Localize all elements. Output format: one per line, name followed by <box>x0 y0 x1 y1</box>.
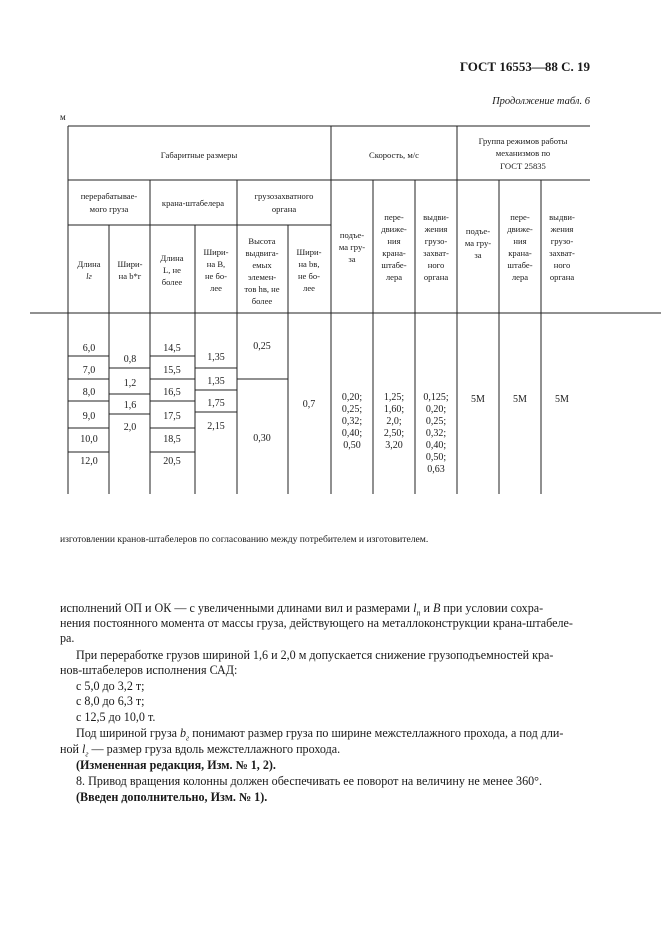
speed-extend-cell: 0,50; <box>425 452 447 463</box>
col-grip-width-l4: лее <box>303 283 315 293</box>
col-group-extend-l4: захват- <box>549 248 575 258</box>
col-grip-width-l1: Шири- <box>296 247 322 257</box>
col-grip-width-l3: не бо- <box>297 271 321 281</box>
crane-width-cell: 1,35 <box>207 376 225 387</box>
cargo-length-cell: 6,0 <box>82 343 96 354</box>
cargo-length-cell: 12,0 <box>80 456 98 467</box>
crane-length-cell: 16,5 <box>163 387 181 398</box>
paragraph-2-line1: При переработке грузов шириной 1,6 и 2,0 м допускается снижение грузоподъемностей кра- <box>76 648 554 662</box>
col-lift-l1: подъе- <box>339 230 365 240</box>
header-dimensions: Габаритные размеры <box>160 150 238 160</box>
col-crane-length-l1: Длина <box>160 253 184 263</box>
list-item: с 8,0 до 6,3 т; <box>76 694 145 708</box>
header-grip-line1: грузозахватного <box>254 191 314 201</box>
col-grip-height-l3: емых <box>252 260 272 270</box>
speed-lift-cell: 0,32; <box>341 416 363 427</box>
crane-length-cell: 15,5 <box>163 365 181 376</box>
col-grip-width-l2: на bв, <box>298 259 320 269</box>
speed-lift-cell: 0,20; <box>341 392 363 403</box>
header-group-line3: ГОСТ 25835 <box>500 161 546 171</box>
col-grip-height-l4: элемен- <box>247 272 277 282</box>
col-grip-height-l6: более <box>251 296 273 306</box>
p1-text-c: при условии сохра- <box>440 601 544 615</box>
list-item: с 5,0 до 3,2 т; <box>76 679 145 693</box>
table-footnote: изготовлении кранов-штабелеров по согласованию между потребителем и изготовителем. <box>60 534 429 545</box>
cargo-length-cell: 8,0 <box>82 387 96 398</box>
amendment-note-2: (Введен дополнительно, Изм. № 1). <box>76 790 268 804</box>
cargo-width-cell: 2,0 <box>123 422 137 433</box>
col-lift-l2: ма гру- <box>338 242 366 252</box>
col-group-extend-l3: грузо- <box>550 236 574 246</box>
header-group-line2: механизмов по <box>495 148 551 158</box>
speed-lift-cell: 0,40; <box>341 428 363 439</box>
cargo-length-cell: 10,0 <box>80 434 98 445</box>
col-cargo-length-l2: lг <box>86 271 92 281</box>
col-group-extend-l5: ного <box>553 260 571 270</box>
col-crane-length-l2: L, не <box>163 265 181 275</box>
col-crane-width-l1: Шири- <box>203 247 229 257</box>
header-cargo-line1: перерабатывае- <box>80 191 138 201</box>
col-group-travel-l3: ния <box>513 236 527 246</box>
speed-travel-cell: 3,20 <box>385 440 403 451</box>
header-cargo-line2: мого груза <box>89 204 129 214</box>
paragraph-2-line2: нов-штабелеров исполнения САД: <box>60 663 238 677</box>
table-continuation-label: Продолжение табл. 6 <box>492 96 590 107</box>
group-travel-cell: 5М <box>513 394 527 405</box>
col-extend-l4: захват- <box>423 248 449 258</box>
paragraph-1-line3: ра. <box>60 631 75 645</box>
p3-l2-text-b: — размер груза вдоль межстеллажного прохода. <box>88 742 341 756</box>
col-travel-l6: лера <box>385 272 403 282</box>
header-speed: Скорость, м/с <box>368 150 420 160</box>
col-extend-l2: жения <box>424 224 448 234</box>
col-group-extend-l1: выдви- <box>549 212 575 222</box>
p1-B-symbol: B <box>432 601 441 615</box>
col-cargo-width-l1: Шири- <box>117 259 143 269</box>
speed-extend-cell: 0,25; <box>425 416 447 427</box>
speed-travel-cell: 1,60; <box>383 404 405 415</box>
col-grip-height-l1: Высота <box>248 236 276 246</box>
cargo-width-cell: 1,2 <box>123 378 137 389</box>
amendment-note-1: (Измененная редакция, Изм. № 1, 2). <box>76 758 276 772</box>
col-group-travel-l2: движе- <box>507 224 533 234</box>
col-crane-width-l4: лее <box>210 283 222 293</box>
col-travel-l5: штабе- <box>381 260 407 270</box>
p3-b-symbol <box>180 726 190 743</box>
col-extend-l3: грузо- <box>424 236 448 246</box>
header-grip-line2: органа <box>271 204 297 214</box>
group-lift-cell: 5М <box>471 394 485 405</box>
cargo-length-cell: 7,0 <box>82 365 96 376</box>
col-extend-l1: выдви- <box>423 212 449 222</box>
p3-b-letter: b <box>180 726 187 740</box>
col-travel-l4: крана- <box>382 248 406 258</box>
speed-extend-cell: 0,125; <box>423 392 449 403</box>
grip-height-cell: 0,25 <box>253 341 271 352</box>
cargo-width-cell: 0,8 <box>123 354 137 365</box>
col-group-lift-l2: ма гру- <box>464 238 492 248</box>
col-travel-l2: движе- <box>381 224 407 234</box>
speed-extend-cell: 0,40; <box>425 440 447 451</box>
col-travel-l1: пере- <box>384 212 404 222</box>
col-group-travel-l1: пере- <box>510 212 530 222</box>
grip-height-cell: 0,30 <box>253 433 271 444</box>
group-extend-cell: 5М <box>555 394 569 405</box>
grip-width-cell: 0,7 <box>302 399 316 410</box>
cargo-length-cell: 9,0 <box>82 411 96 422</box>
speed-travel-cell: 1,25; <box>383 392 405 403</box>
col-cargo-width-l2: на b*г <box>118 271 142 281</box>
col-group-lift-l3: за <box>474 250 482 260</box>
col-group-travel-l5: штабе- <box>507 260 533 270</box>
item-8-text: 8. Привод вращения колонны должен обеспечивать ее поворот на величину не менее 360°. <box>76 774 543 788</box>
col-group-travel-l6: лера <box>511 272 529 282</box>
col-lift-l3: за <box>348 254 356 264</box>
col-group-extend-l2: жения <box>550 224 574 234</box>
col-grip-height-l2: выдвига- <box>245 248 279 258</box>
crane-width-cell: 2,15 <box>207 421 225 432</box>
col-grip-height-l5: тов hв, не <box>244 284 280 294</box>
crane-width-cell: 1,75 <box>207 398 225 409</box>
p1-text-b: и <box>420 601 433 615</box>
paragraph-1-line2: нения постоянного момента от массы груза, действующего на металлоконструкции крана-штабеле- <box>60 616 573 630</box>
p1-text-a: исполнений ОП и ОК — с увеличенными длинами вил и размерами <box>60 601 414 615</box>
col-travel-l3: ния <box>387 236 401 246</box>
crane-length-cell: 17,5 <box>163 411 181 422</box>
p3-text-c: понимают размер груза по ширине межстеллажного прохода, а под дли- <box>189 726 564 740</box>
unit-label: м <box>60 112 66 122</box>
crane-length-cell: 20,5 <box>163 456 181 467</box>
crane-length-cell: 18,5 <box>163 434 181 445</box>
cargo-width-cell: 1,6 <box>123 400 137 411</box>
crane-width-cell: 1,35 <box>207 352 225 363</box>
col-group-extend-l6: органа <box>549 272 575 282</box>
p3-b-subscript: г <box>186 733 190 743</box>
p3-text-a: Под шириной груза <box>76 726 180 740</box>
p1-l-letter: l <box>413 601 417 615</box>
speed-extend-cell: 0,20; <box>425 404 447 415</box>
speed-extend-cell: 0,32; <box>425 428 447 439</box>
col-crane-length-l3: более <box>161 277 183 287</box>
p3-l-subscript: г <box>85 749 89 759</box>
col-extend-l5: ного <box>427 260 445 270</box>
list-item: с 12,5 до 10,0 т. <box>76 710 156 724</box>
speed-travel-cell: 2,0; <box>386 416 402 427</box>
speed-travel-cell: 2,50; <box>383 428 405 439</box>
col-cargo-length-l1: Длина <box>77 259 101 269</box>
speed-lift-cell: 0,50 <box>343 440 361 451</box>
speed-extend-cell: 0,63 <box>427 464 445 475</box>
col-group-lift-l1: подъе- <box>465 226 491 236</box>
page-header-title: ГОСТ 16553—88 С. 19 <box>459 59 590 74</box>
p3-l2-text-a: ной <box>60 742 83 756</box>
col-crane-width-l2: на B, <box>206 259 226 269</box>
col-group-travel-l4: крана- <box>508 248 532 258</box>
col-crane-width-l3: не бо- <box>204 271 228 281</box>
p1-l-subscript: п <box>416 608 421 618</box>
crane-length-cell: 14,5 <box>163 343 181 354</box>
header-crane: крана-штабелера <box>161 198 225 208</box>
p3-l-letter: l <box>82 742 86 756</box>
col-extend-l6: органа <box>423 272 449 282</box>
header-group-line1: Группа режимов работы <box>478 136 568 146</box>
speed-lift-cell: 0,25; <box>341 404 363 415</box>
